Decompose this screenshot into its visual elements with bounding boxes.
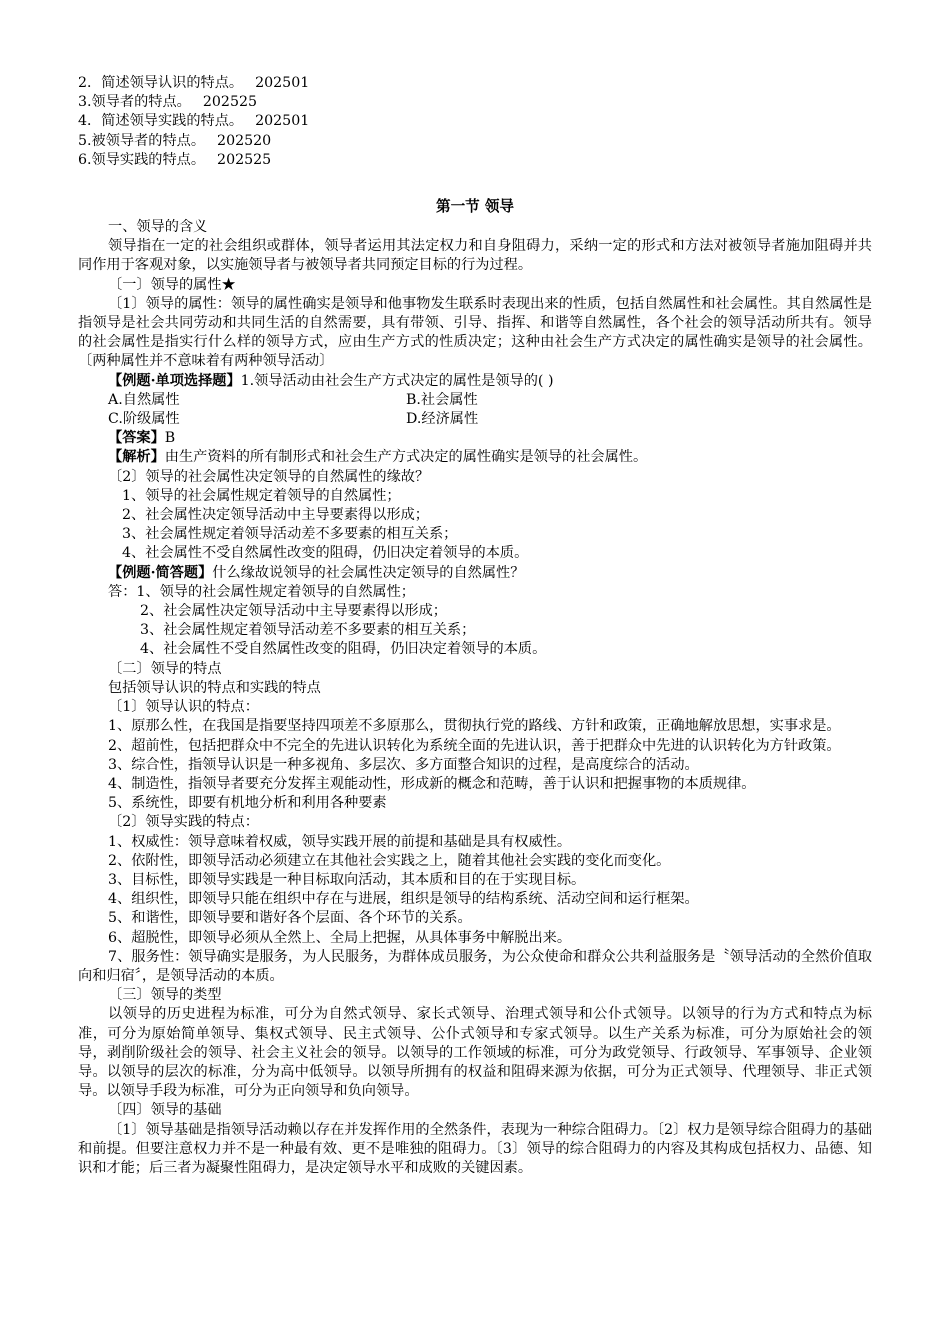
heading-definition: 一、领导的含义 [108,219,208,236]
exam-question: 2．简述领导认识的特点。 202501 [78,75,310,91]
section-title: 第一节 领导 [435,198,515,216]
analysis-line [78,448,872,467]
subheading-reason: 〔2〕领导的社会属性决定领导的自然属性的缘故？ [108,468,430,485]
option-d: D.经济属性 [406,411,479,428]
exam-question: 5.被领导者的特点。 202520 [78,132,272,149]
answer-line [78,429,872,448]
short-answer-line: 答：1、领导的社会属性规定着领导的自然属性； [108,583,415,600]
heading-characteristics: 〔二〕领导的特点 [108,660,222,677]
practice-item: 7、服务性：领导确实是服务，为人民服务，为群体成员服务，为公众使命和群众公共利益服务是〝领导活动的全然价值取向和归宿〞，是领导活动的本质。 [78,948,872,984]
cognition-item: 4、制造性，指领导者要充分发挥主观能动性，形成新的概念和范畴，善于认识和把握事物的本质规律。 [108,775,756,792]
exam-code: 202525 [217,151,272,168]
short-answer-line: 3、社会属性规定着领导活动差不多要素的相互关系； [140,622,476,639]
cognition-item: 3、综合性，指领导认识是一种多视角、多层次、多方面整合知识的过程，是高度综合的活动。 [108,756,699,773]
option-c: C.阶级属性 [108,411,180,428]
example-label: 【例题·单项选择题】 [108,372,241,389]
exam-question: 3.领导者的特点。 202525 [78,94,258,111]
spacer [78,170,872,195]
example-short-answer [78,564,872,583]
reason-item: 2、社会属性决定领导活动中主导要素得以形成； [122,507,429,524]
exam-question: 6.领导实践的特点。 202525 [78,151,272,168]
reason-item: 1、领导的社会属性规定着领导的自然属性； [122,487,401,504]
example-question: 1.领导活动由社会生产方式决定的属性是领导的( ) [240,372,554,389]
option-row [78,391,872,410]
subheading-cognition: 〔1〕领导认识的特点： [108,699,259,716]
cognition-item: 2、超前性，包括把群众中不完全的先进认识转化为系统全面的先进认识，善于把群众中先进的认识转化为方针政策。 [108,737,841,754]
subheading-practice: 〔2〕领导实践的特点： [108,814,259,831]
cognition-item: 1、原那么性，在我国是指要坚持四项差不多原那么，贯彻执行党的路线、方针和政策，正确地解放思想，实事求是。 [108,718,841,735]
cognition-item: 5、系统性，即要有机地分析和利用各种要素 [108,795,387,812]
exam-code: 202520 [217,132,272,149]
reason-item: 4、社会属性不受自然属性改变的阻碍，仍旧决定着领导的本质。 [122,545,529,562]
exam-question-list [78,74,872,170]
option-a: A.自然属性 [108,391,180,408]
practice-item: 3、目标性，即领导实践是一种目标取向活动，其本质和目的在于实现目标。 [108,871,586,888]
practice-item: 6、超脱性，即领导必须从全然上、全局上把握，从具体事务中解脱出来。 [108,929,572,946]
short-answer-line: 2、社会属性决定领导活动中主导要素得以形成； [140,603,447,620]
exam-question: 4．简述领导实践的特点。 202501 [78,113,310,130]
heading-attributes: 〔一〕领导的属性★ [108,276,236,293]
reason-item: 3、社会属性规定着领导活动差不多要素的相互关系； [122,526,458,543]
heading-types: 〔三〕领导的类型 [108,987,222,1004]
practice-item: 4、组织性，即领导只能在组织中存在与进展，组织是领导的结构系统、活动空间和运行框架。 [108,891,699,908]
answer-label: 【答案】 [108,430,165,447]
option-row [78,410,872,429]
example-question: 什么缘故说领导的社会属性决定领导的自然属性？ [212,564,525,581]
answer-value: B [164,430,176,447]
practice-item: 1、权威性：领导意味着权威，领导实践开展的前提和基础是具有权威性。 [108,833,572,850]
exam-code: 202501 [255,75,310,91]
analysis-text: 由生产资料的所有制形式和社会生产方式决定的属性确实是领导的社会属性。 [164,449,648,466]
attributes-paragraph: 〔1〕领导的属性：领导的属性确实是领导和他事物发生联系时表现出来的性质，包括自然属性和社会属性。其自然属性是指领导是社会共同劳动和共同生活的自然需要，具有带领、引导、指挥、和谐等自然属性，各个社会的领导活动所共有。领导的社会属性是指实行什么样的领导方式，应由生产方式的性质决定；这种由社会生产方式决定的属性确实是领导的社会属性。〔两种属性并不意味着有两种领导活动〕 [78,295,872,370]
exam-code: 202525 [202,94,258,111]
example-single-choice [78,372,872,391]
option-b: B.社会属性 [406,391,478,408]
foundation-paragraph: 〔1〕领导基础是指领导活动赖以存在并发挥作用的全然条件，表现为一种综合阻碍力。〔2〕权力是领导综合阻碍力的基础和前提。但要注意权力并不是一种最有效、更不是唯独的阻碍力。〔3〕领导的综合阻碍力的内容及其构成包括权力、品德、知识和才能；后三者为凝聚性阻碍力，是决定领导水平和成败的关键因素。 [78,1121,872,1176]
short-answer-line: 4、社会属性不受自然属性改变的阻碍，仍旧决定着领导的本质。 [140,641,547,658]
definition-paragraph: 领导指在一定的社会组织或群体，领导者运用其法定权力和自身阻碍力，采纳一定的形式和方法对被领导者施加阻碍并共同作用于客观对象，以实施领导者与被领导者共同预定目标的行为过程。 [78,238,872,274]
practice-item: 2、依附性，即领导活动必须建立在其他社会实践之上，随着其他社会实践的变化而变化。 [108,852,671,869]
exam-code: 202501 [255,113,310,130]
types-paragraph: 以领导的历史进程为标准，可分为自然式领导、家长式领导、治理式领导和公仆式领导。以领导的行为方式和特点为标准，可分为原始简单领导、集权式领导、民主式领导、公仆式领导和专家式领导。以生产关系为标准，可分为原始社会的领导，剥削阶级社会的领导、社会主义社会的领导。以领导的工作领域的标准，可分为政党领导、行政领导、军事领导、企业领导。以领导的层次的标准，分为高中低领导。以领导所拥有的权益和阻碍来源为依据，可分为正式领导、代理领导、非正式领导。以领导手段为标准，可分为正向领导和负向领导。 [78,1006,872,1100]
characteristics-intro: 包括领导认识的特点和实践的特点 [108,679,321,696]
example-label: 【例题·简答题】 [108,564,213,581]
analysis-label: 【解析】 [108,449,165,466]
practice-item: 5、和谐性，即领导要和谐好各个层面、各个环节的关系。 [108,910,472,927]
heading-foundation: 〔四〕领导的基础 [108,1102,222,1119]
